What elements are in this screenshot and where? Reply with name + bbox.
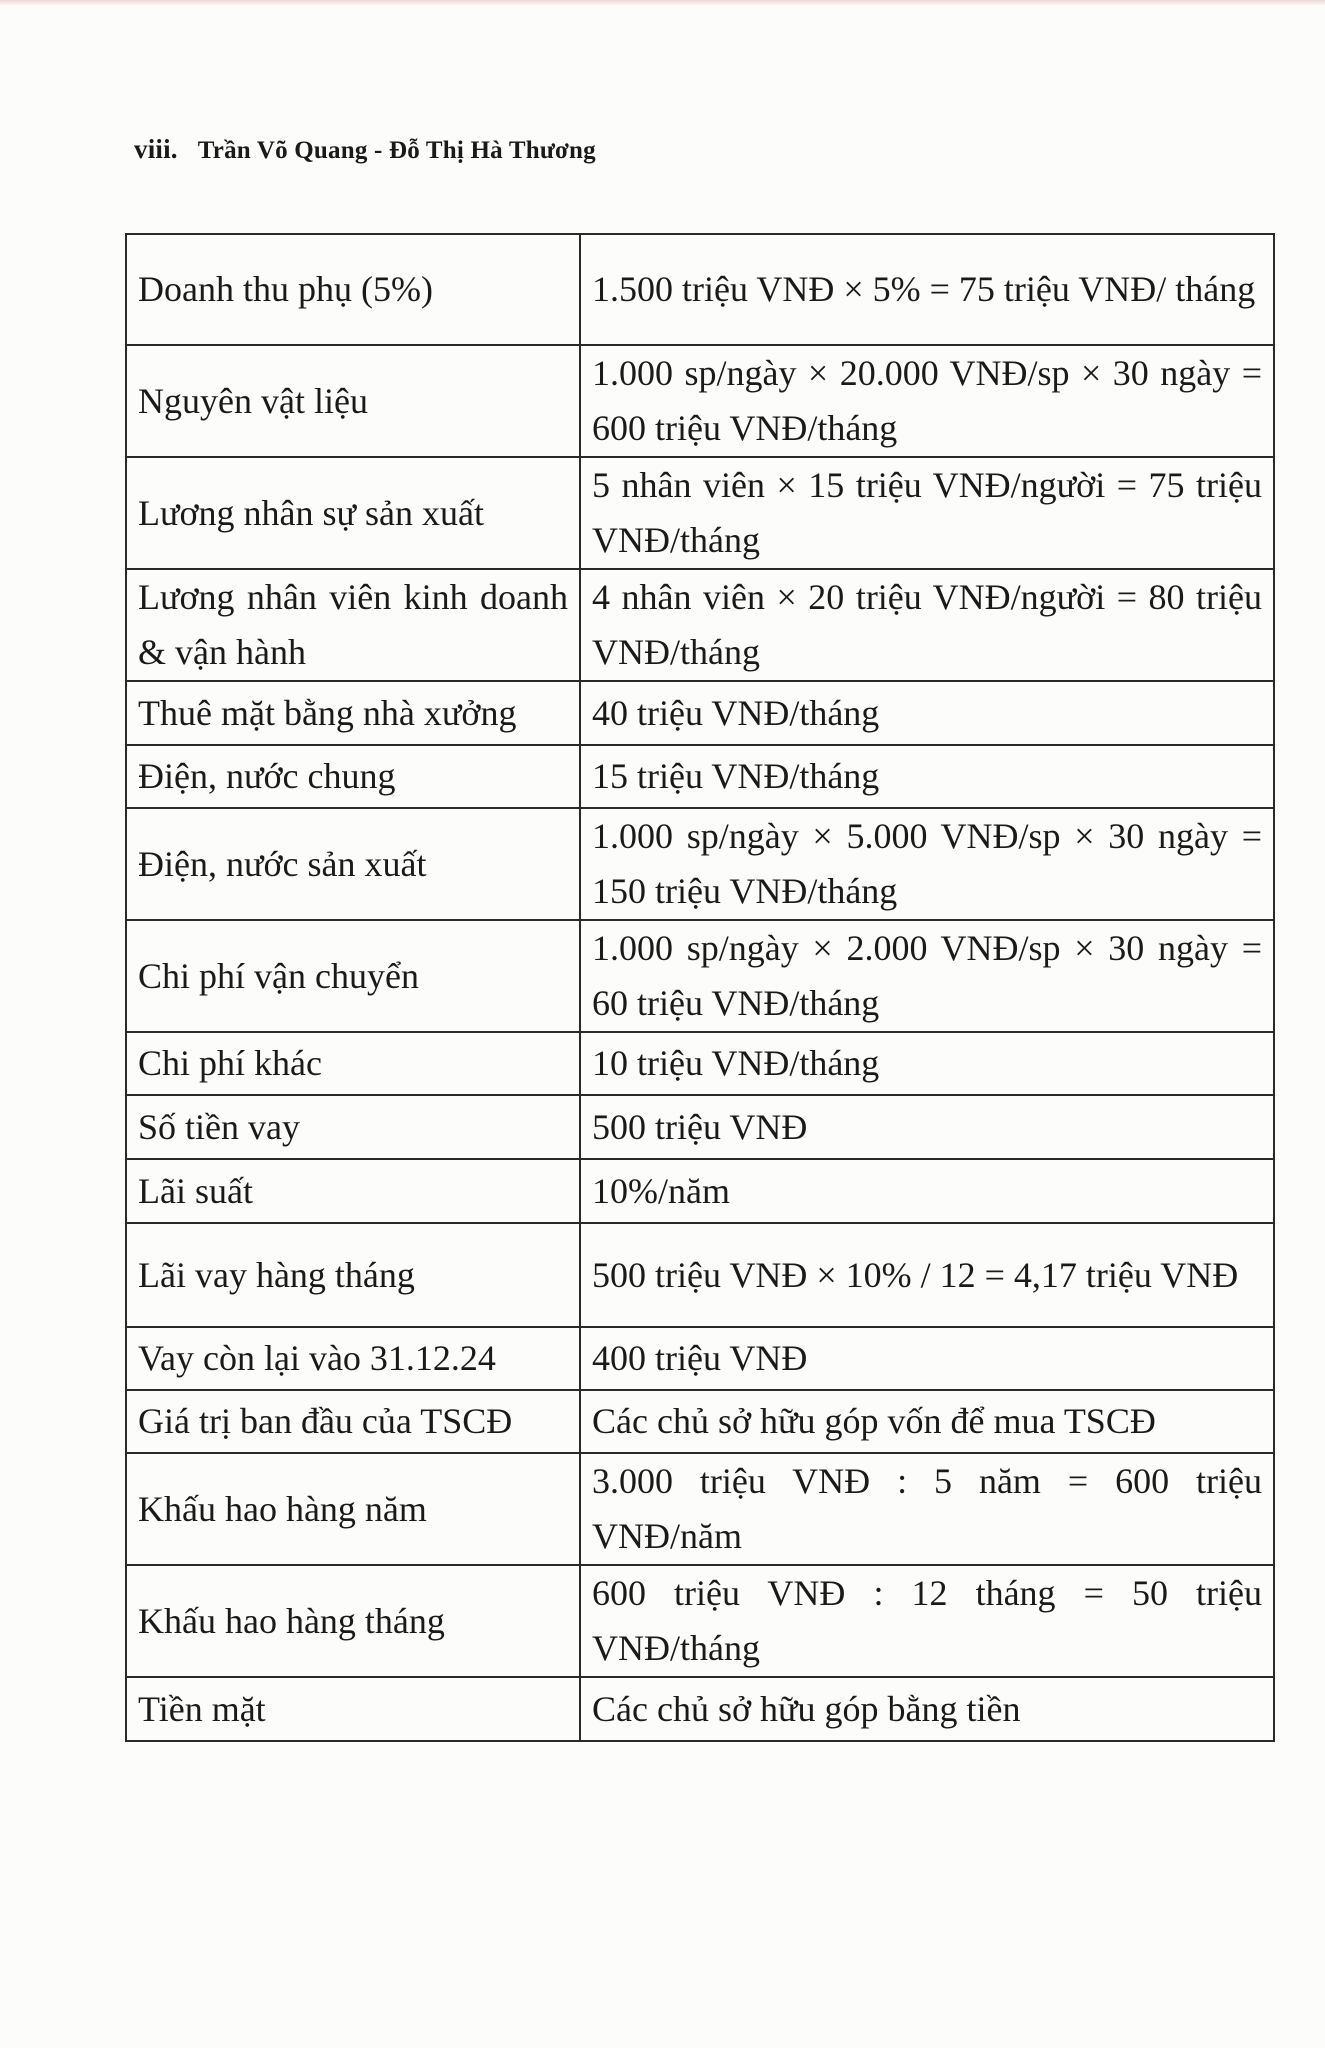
row-label: Khấu hao hàng tháng <box>126 1565 580 1677</box>
row-value: 500 triệu VNĐ × 10% / 12 = 4,17 triệu VNĐ <box>580 1223 1274 1327</box>
row-label: Chi phí vận chuyển <box>126 920 580 1032</box>
row-value: 10%/năm <box>580 1159 1274 1223</box>
table-row <box>126 457 1274 569</box>
row-label: Lãi vay hàng tháng <box>126 1223 580 1327</box>
table-row <box>126 920 1274 1032</box>
row-value: 4 nhân viên × 20 triệu VNĐ/người = 80 triệu VNĐ/tháng <box>580 569 1274 681</box>
row-value: Các chủ sở hữu góp bằng tiền <box>580 1677 1274 1741</box>
row-value: 15 triệu VNĐ/tháng <box>580 745 1274 808</box>
page-number: viii. <box>134 134 178 164</box>
row-value: 1.000 sp/ngày × 20.000 VNĐ/sp × 30 ngày = 600 triệu VNĐ/tháng <box>580 345 1274 457</box>
row-label: Lãi suất <box>126 1159 580 1223</box>
row-label: Lương nhân viên kinh doanh & vận hành <box>126 569 580 681</box>
row-value: 5 nhân viên × 15 triệu VNĐ/người = 75 triệu VNĐ/tháng <box>580 457 1274 569</box>
row-value: Các chủ sở hữu góp vốn để mua TSCĐ <box>580 1390 1274 1453</box>
table-row <box>126 234 1274 345</box>
table-row <box>126 808 1274 920</box>
table-row <box>126 1390 1274 1453</box>
row-value: 3.000 triệu VNĐ : 5 năm = 600 triệu VNĐ/năm <box>580 1453 1274 1565</box>
authors: Trần Võ Quang - Đỗ Thị Hà Thương <box>197 137 596 164</box>
row-value: 400 triệu VNĐ <box>580 1327 1274 1390</box>
page-edge <box>0 0 1325 6</box>
table-row <box>126 1159 1274 1223</box>
cost-table <box>125 233 1275 1742</box>
row-label: Tiền mặt <box>126 1677 580 1741</box>
table-row <box>126 1677 1274 1741</box>
table-row <box>126 1327 1274 1390</box>
table-row <box>126 569 1274 681</box>
row-value: 1.000 sp/ngày × 5.000 VNĐ/sp × 30 ngày = 150 triệu VNĐ/tháng <box>580 808 1274 920</box>
row-label: Chi phí khác <box>126 1032 580 1095</box>
row-value: 10 triệu VNĐ/tháng <box>580 1032 1274 1095</box>
row-label: Nguyên vật liệu <box>126 345 580 457</box>
table-row <box>126 681 1274 745</box>
table-row <box>126 1095 1274 1159</box>
row-value: 500 triệu VNĐ <box>580 1095 1274 1159</box>
row-label: Khấu hao hàng năm <box>126 1453 580 1565</box>
running-header <box>134 134 596 165</box>
row-label: Số tiền vay <box>126 1095 580 1159</box>
table-row <box>126 745 1274 808</box>
row-label: Giá trị ban đầu của TSCĐ <box>126 1390 580 1453</box>
row-label: Vay còn lại vào 31.12.24 <box>126 1327 580 1390</box>
row-label: Thuê mặt bằng nhà xưởng <box>126 681 580 745</box>
row-label: Doanh thu phụ (5%) <box>126 234 580 345</box>
row-label: Điện, nước sản xuất <box>126 808 580 920</box>
row-value: 40 triệu VNĐ/tháng <box>580 681 1274 745</box>
row-value: 1.000 sp/ngày × 2.000 VNĐ/sp × 30 ngày = 60 triệu VNĐ/tháng <box>580 920 1274 1032</box>
row-label: Điện, nước chung <box>126 745 580 808</box>
row-label: Lương nhân sự sản xuất <box>126 457 580 569</box>
row-value: 1.500 triệu VNĐ × 5% = 75 triệu VNĐ/ tháng <box>580 234 1274 345</box>
table-row <box>126 1453 1274 1565</box>
table-row <box>126 1032 1274 1095</box>
table-row <box>126 345 1274 457</box>
row-value: 600 triệu VNĐ : 12 tháng = 50 triệu VNĐ/tháng <box>580 1565 1274 1677</box>
table-row <box>126 1223 1274 1327</box>
table-row <box>126 1565 1274 1677</box>
